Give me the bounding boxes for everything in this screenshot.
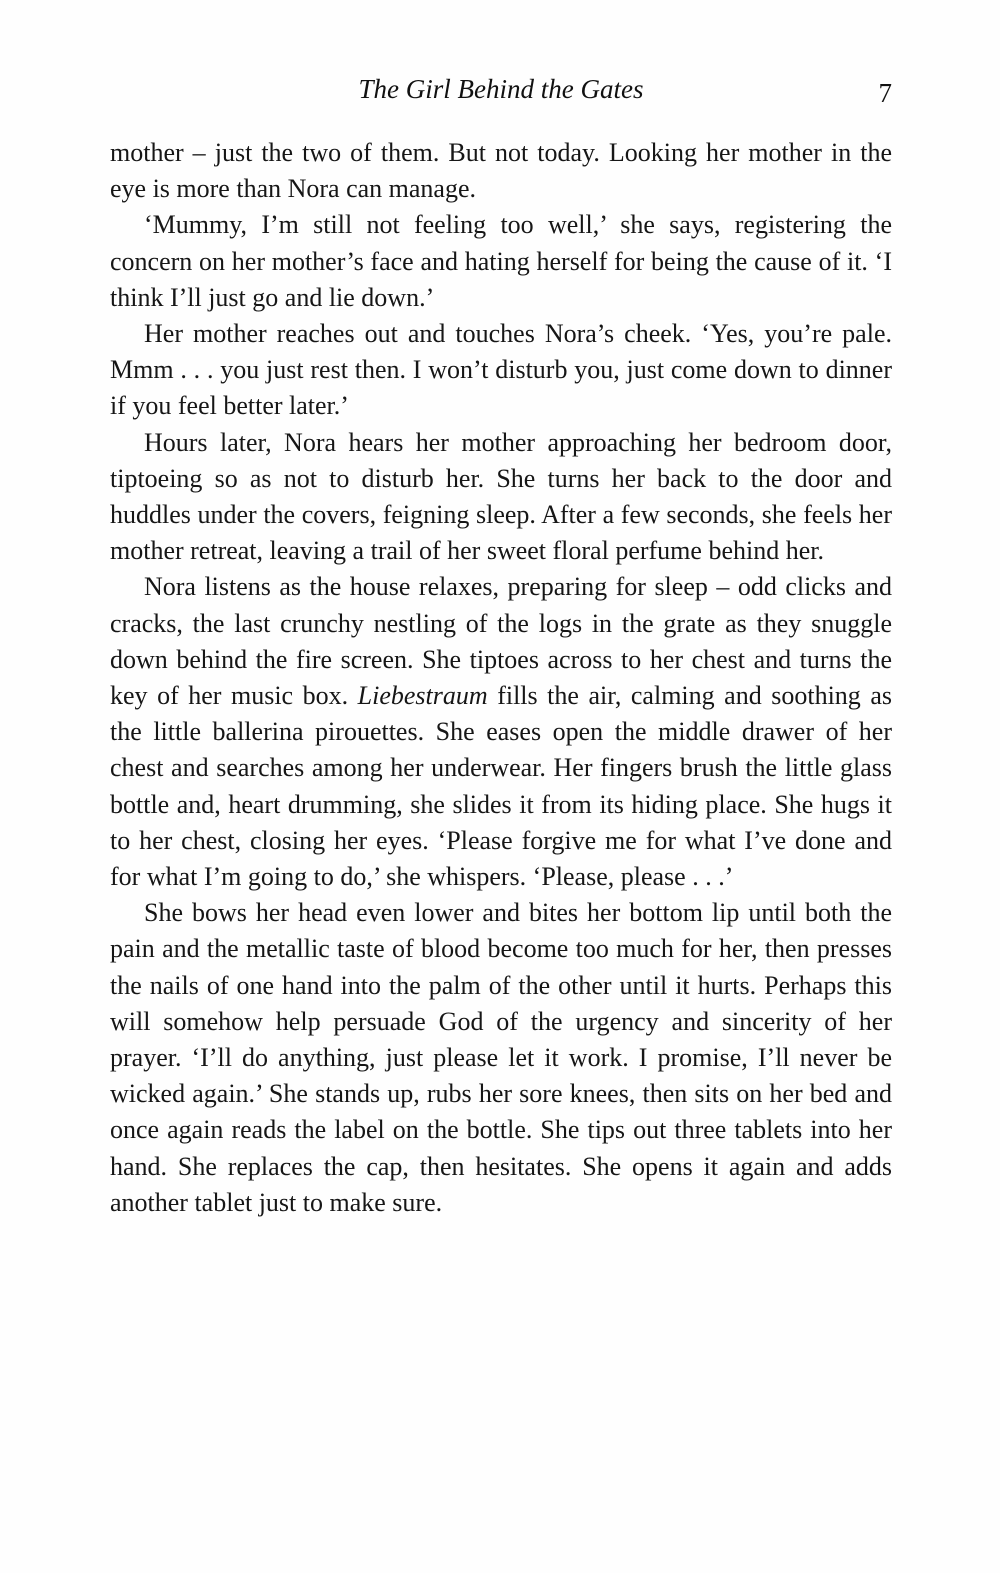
book-title: The Girl Behind the Gates [358, 74, 644, 104]
paragraph-music-box [110, 569, 892, 895]
paragraph-music-box-end: fills the air, calming and soothing as the little ballerina pirouettes. She eases open the middle drawer of her chest and searches among her underwear. Her fingers brush the little glass bottle and, heart drumming, she slides it from its hiding place. She hugs it to her chest, closing her eyes. ‘Please forgive me for what I’ve done and for what I’m going to do,’ she whispers. ‘Please, please . . .’ [110, 681, 892, 892]
paragraph-music-box-start: Nora listens as the house relaxes, preparing for sleep – odd clicks and cracks, the last crunchy nestling of the logs in the grate as they snuggle down behind the fire screen. She tiptoes across to her chest and turns the key of her music box. [110, 572, 892, 711]
paragraph-continuation: mother – just the two of them. But not today. Looking her mother in the eye is more than Nora can manage. [110, 138, 892, 204]
body-text [110, 135, 892, 1221]
song-title: Liebestraum [357, 681, 488, 711]
running-head [110, 72, 892, 112]
page-number: 7 [878, 78, 892, 108]
paragraph-mother-reply: Her mother reaches out and touches Nora’s cheek. ‘Yes, you’re pale. Mmm . . . you just rest then. I won’t disturb you, just come down to dinner if you feel better later.’ [110, 319, 892, 421]
paragraph-hours-later: Hours later, Nora hears her mother approaching her bedroom door, tiptoeing so as not to disturb her. She turns her back to the door and huddles under the covers, feigning sleep. After a few seconds, she feels her mother retreat, leaving a trail of her sweet floral perfume behind her. [110, 427, 892, 566]
paragraph-dialogue-nora: ‘Mummy, I’m still not feeling too well,’ she says, registering the concern on her mother’s face and hating herself for being the cause of it. ‘I think I’ll just go and lie down.’ [110, 210, 892, 312]
paragraph-prayer: She bows her head even lower and bites her bottom lip until both the pain and the metallic taste of blood become too much for her, then presses the nails of one hand into the palm of the other until it hurts. Perhaps this will somehow help persuade God of the urgency and sincerity of her prayer. ‘I’ll do anything, just please let it work. I promise, I’ll never be wicked again.’ She stands up, rubs her sore knees, then sits on her bed and once again reads the label on the bottle. She tips out three tablets into her hand. She replaces the cap, then hesitates. She opens it again and adds another tablet just to make sure. [110, 898, 892, 1217]
